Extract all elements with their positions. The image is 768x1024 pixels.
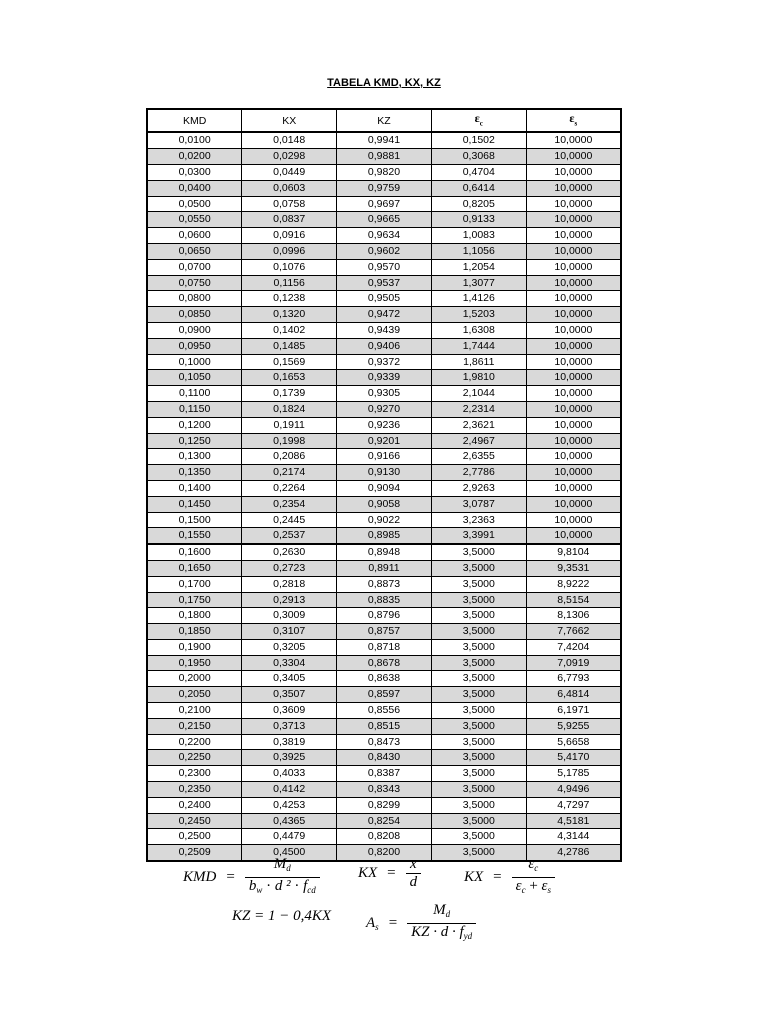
- cell-kx: 0,1998: [242, 433, 337, 449]
- cell-kmd: 0,1050: [147, 370, 242, 386]
- cell-kmd: 0,1900: [147, 639, 242, 655]
- cell-kx: 0,3304: [242, 655, 337, 671]
- formula-kx-ratio: KX = $\frac{x}{d}$: [358, 856, 421, 891]
- cell-epsilon-c: 3,3991: [431, 528, 526, 544]
- cell-kz: 0,9406: [337, 338, 432, 354]
- cell-kz: 0,9537: [337, 275, 432, 291]
- table-row: [147, 560, 621, 576]
- cell-kx: 0,4142: [242, 782, 337, 798]
- cell-epsilon-s: 10,0000: [526, 307, 621, 323]
- cell-kx: 0,4253: [242, 797, 337, 813]
- cell-kz: 0,9634: [337, 228, 432, 244]
- table-row: [147, 322, 621, 338]
- cell-epsilon-c: 2,7786: [431, 465, 526, 481]
- cell-epsilon-c: 3,2363: [431, 512, 526, 528]
- cell-kz: 0,9058: [337, 496, 432, 512]
- cell-kmd: 0,1250: [147, 433, 242, 449]
- cell-epsilon-c: 1,2054: [431, 259, 526, 275]
- cell-epsilon-c: 3,5000: [431, 766, 526, 782]
- cell-epsilon-s: 10,0000: [526, 386, 621, 402]
- table-row: [147, 465, 621, 481]
- table-row: [147, 671, 621, 687]
- cell-kx: 0,1739: [242, 386, 337, 402]
- cell-kmd: 0,0750: [147, 275, 242, 291]
- cell-epsilon-s: 7,0919: [526, 655, 621, 671]
- cell-epsilon-c: 1,8611: [431, 354, 526, 370]
- formula-kz: KZ = 1 − 0,4KX: [232, 908, 332, 924]
- cell-kmd: 0,0850: [147, 307, 242, 323]
- table-row: [147, 734, 621, 750]
- table-row: [147, 576, 621, 592]
- cell-kx: 0,2913: [242, 592, 337, 608]
- cell-epsilon-c: 1,7444: [431, 338, 526, 354]
- table-row: [147, 750, 621, 766]
- table-row: [147, 592, 621, 608]
- cell-kz: 0,9094: [337, 480, 432, 496]
- cell-kx: 0,3609: [242, 703, 337, 719]
- cell-epsilon-c: 1,5203: [431, 307, 526, 323]
- cell-kmd: 0,0950: [147, 338, 242, 354]
- cell-epsilon-s: 10,0000: [526, 480, 621, 496]
- cell-kmd: 0,2200: [147, 734, 242, 750]
- cell-kz: 0,8718: [337, 639, 432, 655]
- table-row: [147, 307, 621, 323]
- table-row: [147, 386, 621, 402]
- cell-epsilon-s: 10,0000: [526, 370, 621, 386]
- table-row: [147, 354, 621, 370]
- table-row: [147, 718, 621, 734]
- table-row: [147, 433, 621, 449]
- cell-epsilon-s: 4,3144: [526, 829, 621, 845]
- cell-kx: 0,2264: [242, 480, 337, 496]
- cell-epsilon-c: 2,3621: [431, 417, 526, 433]
- cell-kz: 0,9881: [337, 149, 432, 165]
- table-row: [147, 291, 621, 307]
- cell-epsilon-s: 7,4204: [526, 639, 621, 655]
- cell-kmd: 0,0300: [147, 164, 242, 180]
- cell-epsilon-s: 10,0000: [526, 259, 621, 275]
- cell-epsilon-c: 1,1056: [431, 243, 526, 259]
- cell-kmd: 0,1950: [147, 655, 242, 671]
- cell-kz: 0,9665: [337, 212, 432, 228]
- cell-kz: 0,8985: [337, 528, 432, 544]
- table-row: [147, 338, 621, 354]
- cell-epsilon-s: 4,2786: [526, 845, 621, 861]
- cell-kmd: 0,2250: [147, 750, 242, 766]
- cell-epsilon-c: 3,5000: [431, 687, 526, 703]
- cell-epsilon-c: 3,5000: [431, 544, 526, 560]
- table-row: [147, 544, 621, 560]
- cell-epsilon-c: 3,5000: [431, 703, 526, 719]
- cell-kx: 0,3713: [242, 718, 337, 734]
- cell-kmd: 0,0400: [147, 180, 242, 196]
- cell-kz: 0,8835: [337, 592, 432, 608]
- cell-kmd: 0,1100: [147, 386, 242, 402]
- cell-kz: 0,9166: [337, 449, 432, 465]
- cell-kmd: 0,1650: [147, 560, 242, 576]
- formula-as: $A_s$ = $\frac{M_d}{KZ \cdot d \cdot f_{yd}}$: [366, 902, 476, 945]
- cell-kz: 0,9505: [337, 291, 432, 307]
- cell-kz: 0,8515: [337, 718, 432, 734]
- cell-epsilon-c: 3,5000: [431, 655, 526, 671]
- cell-kz: 0,9236: [337, 417, 432, 433]
- cell-kx: 0,2174: [242, 465, 337, 481]
- table-row: [147, 496, 621, 512]
- cell-kmd: 0,1800: [147, 608, 242, 624]
- cell-epsilon-c: 3,5000: [431, 782, 526, 798]
- cell-epsilon-s: 5,9255: [526, 718, 621, 734]
- cell-epsilon-s: 10,0000: [526, 228, 621, 244]
- cell-epsilon-s: 10,0000: [526, 196, 621, 212]
- table-body: [147, 132, 621, 861]
- cell-kx: 0,2086: [242, 449, 337, 465]
- cell-kx: 0,4500: [242, 845, 337, 861]
- cell-kx: 0,0916: [242, 228, 337, 244]
- cell-kmd: 0,1000: [147, 354, 242, 370]
- cell-kmd: 0,0600: [147, 228, 242, 244]
- cell-kmd: 0,2450: [147, 813, 242, 829]
- cell-epsilon-c: 1,9810: [431, 370, 526, 386]
- cell-kz: 0,9820: [337, 164, 432, 180]
- cell-kz: 0,9759: [337, 180, 432, 196]
- table-row: [147, 401, 621, 417]
- cell-kz: 0,8757: [337, 624, 432, 640]
- cell-epsilon-s: 10,0000: [526, 322, 621, 338]
- cell-kx: 0,3205: [242, 639, 337, 655]
- cell-epsilon-c: 3,5000: [431, 797, 526, 813]
- cell-kmd: 0,0800: [147, 291, 242, 307]
- table-row: [147, 180, 621, 196]
- cell-epsilon-c: 0,6414: [431, 180, 526, 196]
- cell-kx: 0,1156: [242, 275, 337, 291]
- cell-epsilon-c: 1,4126: [431, 291, 526, 307]
- cell-kx: 0,2723: [242, 560, 337, 576]
- cell-kx: 0,0758: [242, 196, 337, 212]
- cell-epsilon-s: 4,5181: [526, 813, 621, 829]
- header-epsilon-c: $\varepsilon_c$: [431, 109, 526, 132]
- cell-kz: 0,9130: [337, 465, 432, 481]
- table-row: [147, 196, 621, 212]
- cell-epsilon-s: 10,0000: [526, 433, 621, 449]
- cell-epsilon-s: 10,0000: [526, 243, 621, 259]
- cell-kz: 0,8678: [337, 655, 432, 671]
- table-row: [147, 639, 621, 655]
- cell-kz: 0,8948: [337, 544, 432, 560]
- cell-kx: 0,0298: [242, 149, 337, 165]
- header-kx: KX: [242, 109, 337, 132]
- cell-kz: 0,8343: [337, 782, 432, 798]
- cell-epsilon-c: 2,4967: [431, 433, 526, 449]
- cell-kx: 0,0449: [242, 164, 337, 180]
- cell-epsilon-s: 10,0000: [526, 180, 621, 196]
- cell-epsilon-s: 10,0000: [526, 164, 621, 180]
- cell-epsilon-c: 2,1044: [431, 386, 526, 402]
- cell-kz: 0,9270: [337, 401, 432, 417]
- header-kmd: KMD: [147, 109, 242, 132]
- cell-kz: 0,8254: [337, 813, 432, 829]
- cell-epsilon-c: 1,0083: [431, 228, 526, 244]
- cell-epsilon-c: 3,0787: [431, 496, 526, 512]
- cell-kx: 0,4033: [242, 766, 337, 782]
- header-kz: KZ: [337, 109, 432, 132]
- cell-kx: 0,0603: [242, 180, 337, 196]
- cell-epsilon-s: 10,0000: [526, 212, 621, 228]
- cell-kmd: 0,2050: [147, 687, 242, 703]
- cell-kmd: 0,2150: [147, 718, 242, 734]
- cell-kx: 0,2818: [242, 576, 337, 592]
- cell-kmd: 0,2100: [147, 703, 242, 719]
- cell-kz: 0,9602: [337, 243, 432, 259]
- table-row: [147, 813, 621, 829]
- cell-kx: 0,1320: [242, 307, 337, 323]
- cell-kz: 0,9697: [337, 196, 432, 212]
- cell-kmd: 0,0100: [147, 132, 242, 148]
- table-row: [147, 149, 621, 165]
- cell-kmd: 0,2300: [147, 766, 242, 782]
- cell-epsilon-s: 5,6658: [526, 734, 621, 750]
- cell-kmd: 0,0550: [147, 212, 242, 228]
- cell-epsilon-c: 3,5000: [431, 592, 526, 608]
- cell-kx: 0,1402: [242, 322, 337, 338]
- cell-epsilon-c: 3,5000: [431, 560, 526, 576]
- cell-epsilon-c: 3,5000: [431, 750, 526, 766]
- cell-kx: 0,1485: [242, 338, 337, 354]
- cell-epsilon-s: 10,0000: [526, 149, 621, 165]
- cell-kx: 0,1911: [242, 417, 337, 433]
- cell-kx: 0,2537: [242, 528, 337, 544]
- cell-kx: 0,4479: [242, 829, 337, 845]
- cell-kmd: 0,1500: [147, 512, 242, 528]
- cell-epsilon-s: 6,4814: [526, 687, 621, 703]
- cell-epsilon-c: 3,5000: [431, 829, 526, 845]
- cell-kmd: 0,2400: [147, 797, 242, 813]
- kmd-table: [146, 108, 622, 862]
- cell-epsilon-c: 2,6355: [431, 449, 526, 465]
- table-row: [147, 417, 621, 433]
- cell-kx: 0,3819: [242, 734, 337, 750]
- cell-kx: 0,0837: [242, 212, 337, 228]
- cell-kx: 0,1653: [242, 370, 337, 386]
- cell-kz: 0,9439: [337, 322, 432, 338]
- cell-kz: 0,8796: [337, 608, 432, 624]
- cell-kmd: 0,1150: [147, 401, 242, 417]
- table-row: [147, 212, 621, 228]
- table-row: [147, 655, 621, 671]
- cell-kz: 0,9372: [337, 354, 432, 370]
- table-row: [147, 480, 621, 496]
- cell-epsilon-s: 6,1971: [526, 703, 621, 719]
- table-row: [147, 164, 621, 180]
- cell-epsilon-s: 4,9496: [526, 782, 621, 798]
- cell-kmd: 0,1550: [147, 528, 242, 544]
- table-row: [147, 703, 621, 719]
- cell-kz: 0,8387: [337, 766, 432, 782]
- cell-kmd: 0,1700: [147, 576, 242, 592]
- cell-epsilon-c: 3,5000: [431, 624, 526, 640]
- cell-epsilon-c: 2,9263: [431, 480, 526, 496]
- cell-epsilon-s: 10,0000: [526, 132, 621, 148]
- cell-epsilon-s: 5,1785: [526, 766, 621, 782]
- cell-epsilon-c: 3,5000: [431, 845, 526, 861]
- cell-epsilon-c: 1,6308: [431, 322, 526, 338]
- table-row: [147, 845, 621, 861]
- cell-kx: 0,2630: [242, 544, 337, 560]
- cell-epsilon-s: 4,7297: [526, 797, 621, 813]
- cell-kmd: 0,2350: [147, 782, 242, 798]
- table-row: [147, 370, 621, 386]
- cell-kx: 0,2354: [242, 496, 337, 512]
- cell-kmd: 0,0700: [147, 259, 242, 275]
- cell-kx: 0,0996: [242, 243, 337, 259]
- cell-epsilon-c: 3,5000: [431, 734, 526, 750]
- cell-kmd: 0,1200: [147, 417, 242, 433]
- cell-epsilon-s: 10,0000: [526, 338, 621, 354]
- cell-kz: 0,8473: [337, 734, 432, 750]
- cell-epsilon-c: 3,5000: [431, 576, 526, 592]
- table-row: [147, 528, 621, 544]
- cell-kx: 0,3925: [242, 750, 337, 766]
- cell-kx: 0,0148: [242, 132, 337, 148]
- cell-epsilon-c: 0,4704: [431, 164, 526, 180]
- cell-epsilon-s: 5,4170: [526, 750, 621, 766]
- cell-kz: 0,8911: [337, 560, 432, 576]
- cell-kmd: 0,1750: [147, 592, 242, 608]
- cell-kmd: 0,2509: [147, 845, 242, 861]
- cell-kz: 0,9339: [337, 370, 432, 386]
- table-header-row: [147, 109, 621, 132]
- table-row: [147, 782, 621, 798]
- cell-epsilon-c: 3,5000: [431, 639, 526, 655]
- cell-kmd: 0,1350: [147, 465, 242, 481]
- table-row: [147, 624, 621, 640]
- cell-epsilon-c: 3,5000: [431, 671, 526, 687]
- cell-epsilon-s: 7,7662: [526, 624, 621, 640]
- cell-kx: 0,4365: [242, 813, 337, 829]
- cell-kmd: 0,1600: [147, 544, 242, 560]
- cell-kz: 0,8299: [337, 797, 432, 813]
- cell-kz: 0,8556: [337, 703, 432, 719]
- table-row: [147, 797, 621, 813]
- cell-epsilon-s: 10,0000: [526, 528, 621, 544]
- cell-kz: 0,9022: [337, 512, 432, 528]
- cell-epsilon-s: 9,3531: [526, 560, 621, 576]
- table-row: [147, 275, 621, 291]
- cell-kmd: 0,2500: [147, 829, 242, 845]
- cell-kx: 0,3009: [242, 608, 337, 624]
- cell-kx: 0,3107: [242, 624, 337, 640]
- table-row: [147, 687, 621, 703]
- cell-kz: 0,8430: [337, 750, 432, 766]
- cell-kx: 0,2445: [242, 512, 337, 528]
- cell-kx: 0,3507: [242, 687, 337, 703]
- table-row: [147, 259, 621, 275]
- header-epsilon-s: $\varepsilon_s$: [526, 109, 621, 132]
- cell-kx: 0,1076: [242, 259, 337, 275]
- cell-kz: 0,9570: [337, 259, 432, 275]
- cell-kz: 0,8200: [337, 845, 432, 861]
- cell-epsilon-s: 10,0000: [526, 449, 621, 465]
- cell-epsilon-c: 3,5000: [431, 608, 526, 624]
- cell-kmd: 0,0200: [147, 149, 242, 165]
- cell-kz: 0,9201: [337, 433, 432, 449]
- cell-epsilon-s: 8,1306: [526, 608, 621, 624]
- cell-kz: 0,9472: [337, 307, 432, 323]
- cell-kmd: 0,1850: [147, 624, 242, 640]
- cell-epsilon-s: 9,8104: [526, 544, 621, 560]
- cell-epsilon-s: 10,0000: [526, 496, 621, 512]
- cell-epsilon-c: 0,9133: [431, 212, 526, 228]
- cell-epsilon-s: 10,0000: [526, 417, 621, 433]
- cell-epsilon-s: 10,0000: [526, 275, 621, 291]
- formula-kmd: KMD = $\frac{M_d}{b_w \cdot d ^2 \cdot f_{cd}}$: [183, 856, 320, 899]
- cell-epsilon-s: 10,0000: [526, 512, 621, 528]
- cell-kz: 0,8638: [337, 671, 432, 687]
- cell-epsilon-c: 0,3068: [431, 149, 526, 165]
- cell-epsilon-c: 0,8205: [431, 196, 526, 212]
- cell-epsilon-s: 6,7793: [526, 671, 621, 687]
- table-row: [147, 829, 621, 845]
- cell-epsilon-s: 10,0000: [526, 465, 621, 481]
- cell-epsilon-s: 8,9222: [526, 576, 621, 592]
- table-row: [147, 449, 621, 465]
- cell-epsilon-c: 1,3077: [431, 275, 526, 291]
- cell-epsilon-s: 10,0000: [526, 291, 621, 307]
- cell-epsilon-s: 8,5154: [526, 592, 621, 608]
- table-row: [147, 228, 621, 244]
- cell-kmd: 0,1400: [147, 480, 242, 496]
- cell-kmd: 0,0900: [147, 322, 242, 338]
- cell-kz: 0,8597: [337, 687, 432, 703]
- cell-kmd: 0,0500: [147, 196, 242, 212]
- cell-epsilon-c: 0,1502: [431, 132, 526, 148]
- table-row: [147, 608, 621, 624]
- cell-kz: 0,9941: [337, 132, 432, 148]
- table-row: [147, 243, 621, 259]
- cell-kz: 0,8873: [337, 576, 432, 592]
- cell-epsilon-s: 10,0000: [526, 401, 621, 417]
- cell-kx: 0,3405: [242, 671, 337, 687]
- cell-kx: 0,1569: [242, 354, 337, 370]
- table-row: [147, 132, 621, 148]
- cell-epsilon-c: 3,5000: [431, 718, 526, 734]
- cell-epsilon-c: 3,5000: [431, 813, 526, 829]
- table-row: [147, 512, 621, 528]
- document-title: TABELA KMD, KX, KZ: [327, 77, 441, 89]
- formula-kmd-lhs: KMD: [183, 868, 217, 885]
- cell-kmd: 0,1450: [147, 496, 242, 512]
- table-row: [147, 766, 621, 782]
- cell-epsilon-c: 2,2314: [431, 401, 526, 417]
- cell-kx: 0,1824: [242, 401, 337, 417]
- cell-epsilon-s: 10,0000: [526, 354, 621, 370]
- cell-kmd: 0,2000: [147, 671, 242, 687]
- cell-kmd: 0,1300: [147, 449, 242, 465]
- cell-kmd: 0,0650: [147, 243, 242, 259]
- cell-kz: 0,9305: [337, 386, 432, 402]
- formula-kx-strain: KX = $\frac{\varepsilon_c}{\varepsilon_c + \varepsilon_s}$: [464, 856, 555, 899]
- cell-kz: 0,8208: [337, 829, 432, 845]
- cell-kx: 0,1238: [242, 291, 337, 307]
